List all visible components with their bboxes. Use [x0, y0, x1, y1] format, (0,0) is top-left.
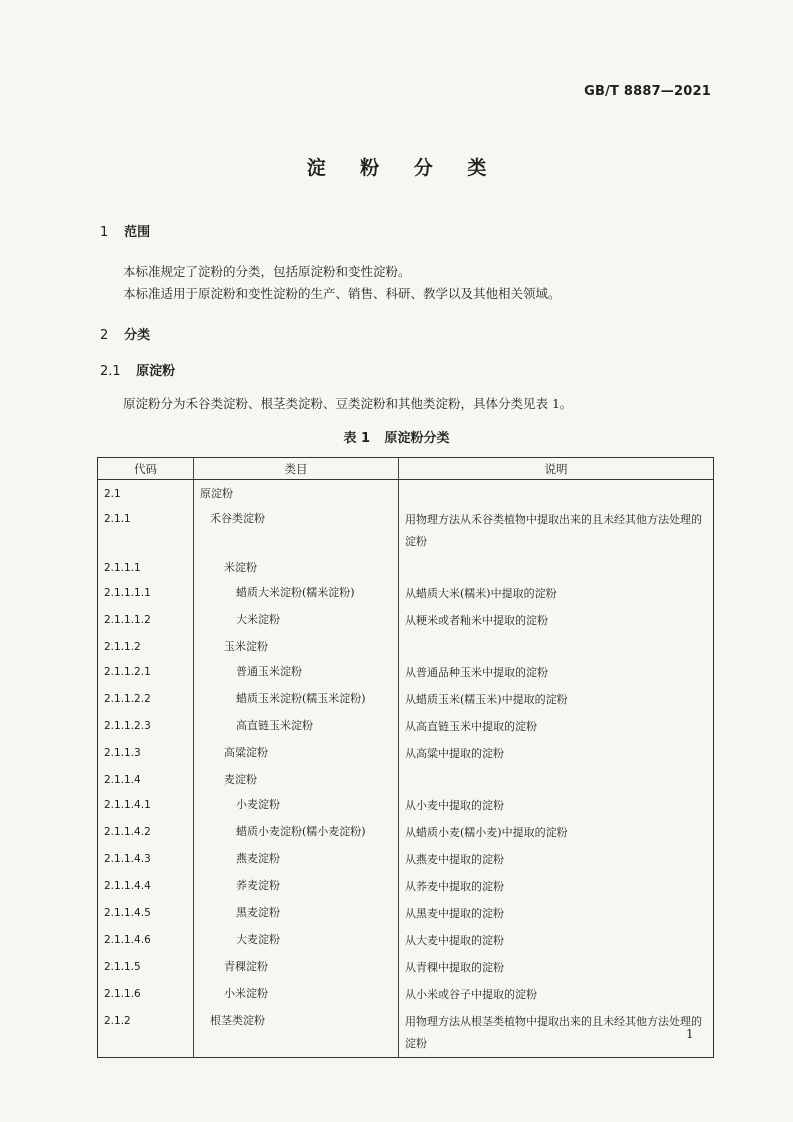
row-category-cell: [194, 900, 399, 927]
row-code: 2.1.1.2.2: [98, 686, 194, 713]
row-category: 黑麦淀粉: [236, 906, 280, 919]
row-category: 玉米淀粉: [224, 640, 268, 653]
scope-paragraph-2: 本标准适用于原淀粉和变性淀粉的生产、销售、科研、教学以及其他相关领域。: [123, 286, 561, 301]
table-row: [98, 713, 714, 740]
row-category-cell: [194, 555, 399, 580]
row-category-cell: [194, 480, 399, 507]
row-description: [399, 634, 714, 659]
row-category-cell: [194, 686, 399, 713]
section-2-heading: [100, 324, 150, 343]
row-category: 蜡质大米淀粉(糯米淀粉): [236, 586, 355, 599]
row-description: 从蜡质大米(糯米)中提取的淀粉: [405, 587, 557, 600]
row-category-cell: [194, 634, 399, 659]
standard-number: GB/T 8887—2021: [584, 84, 711, 99]
row-category: 小米淀粉: [224, 987, 268, 1000]
row-category-cell: [194, 927, 399, 954]
row-description: 从小麦中提取的淀粉: [405, 799, 504, 812]
document-title: 淀 粉 分 类: [306, 157, 501, 179]
page-number: 1: [686, 1027, 694, 1041]
row-category: 米淀粉: [224, 561, 257, 574]
row-code: 2.1.1.1.2: [98, 607, 194, 634]
row-category-cell: [194, 1008, 399, 1058]
section-1-heading: [100, 221, 150, 240]
table-row: [98, 555, 714, 580]
row-description: [399, 767, 714, 792]
table-row: [98, 659, 714, 686]
row-category: 麦淀粉: [224, 773, 257, 786]
row-description: 用物理方法从根茎类植物中提取出来的且未经其他方法处理的淀粉: [405, 1015, 702, 1050]
row-description: 从大麦中提取的淀粉: [405, 934, 504, 947]
native-starch-paragraph: 原淀粉分为禾谷类淀粉、根茎类淀粉、豆类淀粉和其他类淀粉，具体分类见表 1。: [123, 396, 573, 411]
row-category-cell: [194, 740, 399, 767]
row-category: 禾谷类淀粉: [210, 512, 265, 525]
row-category-cell: [194, 954, 399, 981]
row-code: 2.1.1.1: [98, 555, 194, 580]
table-row: [98, 873, 714, 900]
table-row: [98, 954, 714, 981]
table-caption: [0, 427, 793, 446]
table-row: [98, 506, 714, 555]
classification-table: [97, 457, 714, 1058]
row-description: 从蜡质玉米(糯玉米)中提取的淀粉: [405, 693, 568, 706]
table-row: [98, 634, 714, 659]
row-category: 蜡质玉米淀粉(糯玉米淀粉): [236, 692, 366, 705]
row-code: 2.1.1.2.3: [98, 713, 194, 740]
header-description: 说明: [399, 458, 714, 480]
row-description: 从高粱中提取的淀粉: [405, 747, 504, 760]
table-row: [98, 740, 714, 767]
table-caption-number: 表 1: [343, 431, 371, 446]
row-code: 2.1.1.5: [98, 954, 194, 981]
table-row: [98, 686, 714, 713]
row-category-cell: [194, 846, 399, 873]
row-category-cell: [194, 873, 399, 900]
row-code: 2.1.1.4: [98, 767, 194, 792]
row-category-cell: [194, 981, 399, 1008]
row-code: 2.1.1.3: [98, 740, 194, 767]
row-category-cell: [194, 792, 399, 819]
table-row: [98, 981, 714, 1008]
row-code: 2.1.1.1.1: [98, 580, 194, 607]
section-number: 2.1: [100, 364, 121, 379]
table-row: [98, 846, 714, 873]
row-description: 从小米或谷子中提取的淀粉: [405, 988, 537, 1001]
section-title: 原淀粉: [136, 364, 176, 379]
row-code: 2.1.2: [98, 1008, 194, 1058]
row-code: 2.1.1.4.4: [98, 873, 194, 900]
row-description: 从青稞中提取的淀粉: [405, 961, 504, 974]
row-category: 小麦淀粉: [236, 798, 280, 811]
row-category-cell: [194, 713, 399, 740]
section-2-1-heading: [100, 360, 175, 379]
table-row: [98, 819, 714, 846]
table-row: [98, 927, 714, 954]
section-title: 分类: [124, 328, 151, 343]
row-category: 根茎类淀粉: [210, 1014, 265, 1027]
row-code: 2.1.1.6: [98, 981, 194, 1008]
row-category: 青稞淀粉: [224, 960, 268, 973]
row-category: 高直链玉米淀粉: [236, 719, 313, 732]
row-category-cell: [194, 580, 399, 607]
row-category-cell: [194, 767, 399, 792]
row-category: 大米淀粉: [236, 613, 280, 626]
table-row: [98, 580, 714, 607]
row-code: 2.1: [98, 480, 194, 507]
row-category-cell: [194, 659, 399, 686]
table-caption-title: 原淀粉分类: [384, 431, 450, 446]
row-code: 2.1.1.2.1: [98, 659, 194, 686]
row-category: 蜡质小麦淀粉(糯小麦淀粉): [236, 825, 366, 838]
row-code: 2.1.1.2: [98, 634, 194, 659]
header-category: 类目: [194, 458, 399, 480]
header-code: 代码: [98, 458, 194, 480]
row-description: [399, 555, 714, 580]
row-category: 荞麦淀粉: [236, 879, 280, 892]
row-description: 从黑麦中提取的淀粉: [405, 907, 504, 920]
table-row: [98, 767, 714, 792]
row-code: 2.1.1: [98, 506, 194, 555]
table-body: [98, 480, 714, 1058]
row-code: 2.1.1.4.5: [98, 900, 194, 927]
section-number: 2: [100, 328, 109, 343]
row-description: 从粳米或者籼米中提取的淀粉: [405, 614, 548, 627]
section-title: 范围: [124, 225, 151, 240]
row-category: 原淀粉: [200, 487, 233, 500]
row-category-cell: [194, 506, 399, 555]
table-header-row: [98, 458, 714, 480]
row-category: 高粱淀粉: [224, 746, 268, 759]
table-row: [98, 900, 714, 927]
row-description: 用物理方法从禾谷类植物中提取出来的且未经其他方法处理的淀粉: [405, 513, 702, 548]
row-category-cell: [194, 819, 399, 846]
table-row: [98, 792, 714, 819]
row-code: 2.1.1.4.2: [98, 819, 194, 846]
row-category: 燕麦淀粉: [236, 852, 280, 865]
row-description: 从燕麦中提取的淀粉: [405, 853, 504, 866]
scope-paragraph-1: 本标准规定了淀粉的分类，包括原淀粉和变性淀粉。: [123, 264, 411, 279]
row-category-cell: [194, 607, 399, 634]
section-number: 1: [100, 225, 109, 240]
row-code: 2.1.1.4.1: [98, 792, 194, 819]
table-row: [98, 480, 714, 507]
table-row: [98, 1008, 714, 1058]
row-description: [399, 480, 714, 507]
row-code: 2.1.1.4.6: [98, 927, 194, 954]
row-category: 普通玉米淀粉: [236, 665, 302, 678]
row-category: 大麦淀粉: [236, 933, 280, 946]
table-row: [98, 607, 714, 634]
row-description: 从高直链玉米中提取的淀粉: [405, 720, 537, 733]
row-code: 2.1.1.4.3: [98, 846, 194, 873]
row-description: 从普通品种玉米中提取的淀粉: [405, 666, 548, 679]
row-description: 从蜡质小麦(糯小麦)中提取的淀粉: [405, 826, 568, 839]
row-description: 从荞麦中提取的淀粉: [405, 880, 504, 893]
